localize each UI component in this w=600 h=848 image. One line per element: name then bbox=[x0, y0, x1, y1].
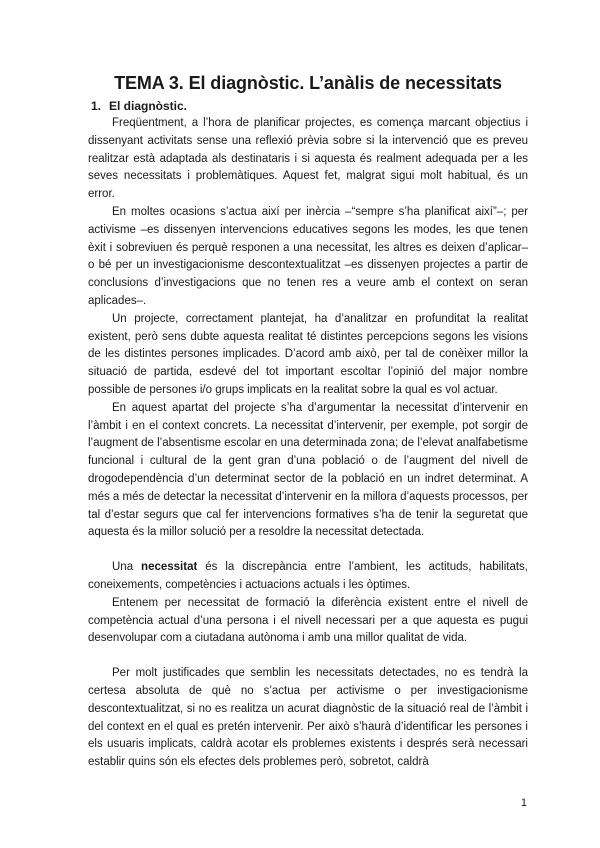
paragraph-project: Un projecte, correctament plantejat, ha d’analitzar en profunditat la realitat existent, però sens dubte aquesta realitat té distintes percepcions segons les visions de les distintes persones implicades. D’acord amb això, per tal de conèixer millor la situació de partida, esdevé del tot important escoltar l’opinió del major nombre possible de persones i/o grups implicats en la realitat sobre la qual es vol actuar. bbox=[88, 312, 528, 396]
document-title: TEMA 3. El diagnòstic. L’anàlis de necessitats bbox=[114, 73, 502, 93]
paragraph-gap bbox=[88, 648, 528, 665]
section-number: 1. bbox=[91, 99, 102, 113]
section-title: El diagnòstic. bbox=[109, 99, 188, 113]
paragraph-argument: En aquest apartat del projecte s’ha d’argumentar la necessitat d’intervenir en l’àmbit i en el context concrets. La necessitat d’intervenir, per exemple, pot sorgir de l’augment de l’absentisme escolar en una determinada zona; de l’elevat analfabetisme funcional i cultural de la gent gran d’una població o de l’augment del nivell de drogodependència d’un determinat sector de la població en un indret determinat. A més a més de detectar la necessitat d’intervenir en la millora d’aquests processos, per tal d’estar segurs que cal fer intervencions formatives s’ha de tenir la seguretat que aquesta és la millor solució per a resoldre la necessitat detectada. bbox=[88, 401, 528, 539]
page-number: 1 bbox=[520, 797, 527, 809]
page-content bbox=[88, 72, 528, 772]
paragraph-definition bbox=[88, 559, 528, 595]
paragraph-gap bbox=[88, 542, 528, 559]
definition-term: necessitat bbox=[141, 561, 198, 574]
paragraph-inertia: En moltes ocasions s’actua així per inèrcia –“sempre s’ha planificat així”–; per activisme –es dissenyen intervencions educatives segons les modes, les que tenen èxit i sobreviuen és perquè responen a una necessitat, les altres es deixen d’aplicar– o bé per un investigacionisme descontextualitzat –es dissenyen projectes a partir de conclusions d’investigacions que no tenen res a veure amb el context on seran aplicades–. bbox=[88, 205, 528, 307]
section-heading bbox=[88, 98, 528, 115]
paragraph-training-need: Entenem per necessitat de formació la diferència existent entre el nivell de competència actual d’una persona i el nivell necessari per a que aquesta es pugui desenvolupar com a ciutadana autònoma i amb una millor qualitat de vida. bbox=[88, 596, 528, 645]
definition-lead: Una bbox=[112, 561, 142, 574]
definition-text: és la discrepància entre l’ambient, les actituds, habilitats, coneixements, competències i actuacions actuals i les òptimes. bbox=[88, 561, 529, 591]
paragraph-diagnosis: Per molt justificades que semblin les necessitats detectades, no es tendrà la certesa absoluta de què no s’actua per activisme o per investigacionisme descontextualitzat, si no es realitza un acurat diagnòstic de la situació real de l’àmbit i del context en el qual es pretén intervenir. Per això s’haurà d’identificar les persones i els usuaris implicats, caldrà acotar els problemes existents i després serà necessari establir quins són els efectes dels problemes però, sobretot, caldrà bbox=[88, 667, 528, 769]
paragraph-intro: Freqüentment, a l’hora de planificar projectes, es comença marcant objectius i dissenyant activitats sense una reflexió prèvia sobre si la intervenció que es preveu realitzar està adaptada als destinataris i si aquesta és realment adequada per a les seves necessitats i problemàtiques. Aquest fet, malgrat sigui molt habitual, és un error. bbox=[88, 117, 528, 201]
